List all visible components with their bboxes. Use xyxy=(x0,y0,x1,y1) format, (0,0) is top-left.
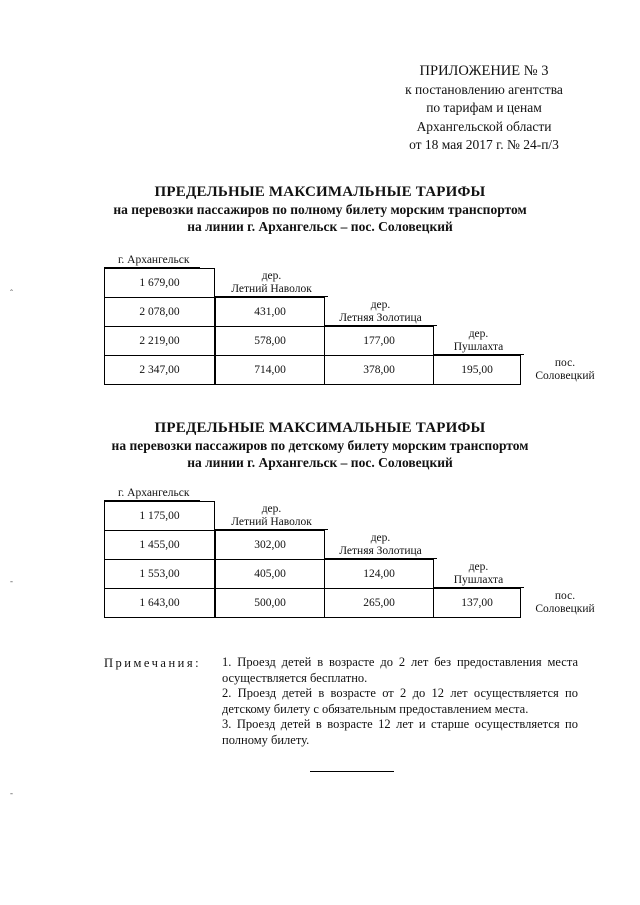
note-item: 1. Проезд детей в возрасте до 2 лет без предоставления места осуществляется бесплатно. xyxy=(222,655,578,685)
margin-mark: - xyxy=(10,576,13,586)
stop-label: дер. Летняя Золотица xyxy=(324,299,437,326)
heading-title: ПРЕДЕЛЬНЫЕ МАКСИМАЛЬНЫЕ ТАРИФЫ xyxy=(154,184,486,200)
note-item: 2. Проезд детей в возрасте от 2 до 12 лет осуществляется по детскому билету с обязательным предоставлением места. xyxy=(222,686,578,716)
stop-label: г. Архангельск xyxy=(104,487,200,501)
fare-cell: 302,00 xyxy=(215,530,325,560)
stop-label: дер. Летняя Золотица xyxy=(324,532,437,559)
stop-label: дер. Летний Наволок xyxy=(215,270,328,297)
fare-cell: 578,00 xyxy=(215,326,325,356)
fare-cell: 714,00 xyxy=(215,355,325,385)
stop-label: дер. Летний Наволок xyxy=(215,503,328,530)
section2-heading xyxy=(60,420,580,471)
fare-cell: 1 643,00 xyxy=(104,588,215,618)
heading-title: ПРЕДЕЛЬНЫЕ МАКСИМАЛЬНЫЕ ТАРИФЫ xyxy=(154,420,486,436)
fare-cell: 2 347,00 xyxy=(104,355,215,385)
heading-subtitle: на перевозки пассажиров по полному билету морским транспортом xyxy=(113,202,527,217)
margin-mark: - xyxy=(10,788,13,798)
stop-label: пос. Соловецкий xyxy=(535,590,595,615)
heading-route: на линии г. Архангельск – пос. Соловецкий xyxy=(187,455,453,470)
fare-cell: 124,00 xyxy=(324,559,434,589)
section1-heading xyxy=(60,184,580,235)
appendix-line: от 18 мая 2017 г. № 24-п/3 xyxy=(409,137,559,152)
appendix-line: к постановлению агентства xyxy=(405,81,563,97)
fare-cell: 405,00 xyxy=(215,559,325,589)
fare-cell: 2 219,00 xyxy=(104,326,215,356)
stop-label: дер. Пушлахта xyxy=(433,328,524,355)
note-item: 3. Проезд детей в возрасте 12 лет и старше осуществляется по полному билету. xyxy=(222,717,578,747)
fare-cell: 1 175,00 xyxy=(104,501,215,531)
appendix-line: Архангельской области xyxy=(416,118,552,134)
fare-cell: 177,00 xyxy=(324,326,434,356)
notes-label: Примечания: xyxy=(104,656,202,670)
fare-cell: 1 455,00 xyxy=(104,530,215,560)
stop-label: дер. Пушлахта xyxy=(433,561,524,588)
fare-cell: 1 553,00 xyxy=(104,559,215,589)
fare-cell: 1 679,00 xyxy=(104,268,215,298)
heading-subtitle: на перевозки пассажиров по детскому билету морским транспортом xyxy=(111,438,529,453)
heading-route: на линии г. Архангельск – пос. Соловецкий xyxy=(187,219,453,234)
appendix-block xyxy=(385,62,583,155)
end-rule xyxy=(310,771,394,772)
fare-cell: 500,00 xyxy=(215,588,325,618)
fare-cell: 2 078,00 xyxy=(104,297,215,327)
appendix-line: по тарифам и ценам xyxy=(426,100,542,115)
stop-label: г. Архангельск xyxy=(104,254,200,268)
fare-cell: 265,00 xyxy=(324,588,434,618)
fare-cell: 431,00 xyxy=(215,297,325,327)
margin-mark: ˆ xyxy=(10,288,13,298)
fare-cell: 137,00 xyxy=(433,588,521,618)
fare-cell: 195,00 xyxy=(433,355,521,385)
fare-cell: 378,00 xyxy=(324,355,434,385)
stop-label: пос. Соловецкий xyxy=(535,357,595,382)
appendix-title: ПРИЛОЖЕНИЕ № 3 xyxy=(419,63,549,79)
